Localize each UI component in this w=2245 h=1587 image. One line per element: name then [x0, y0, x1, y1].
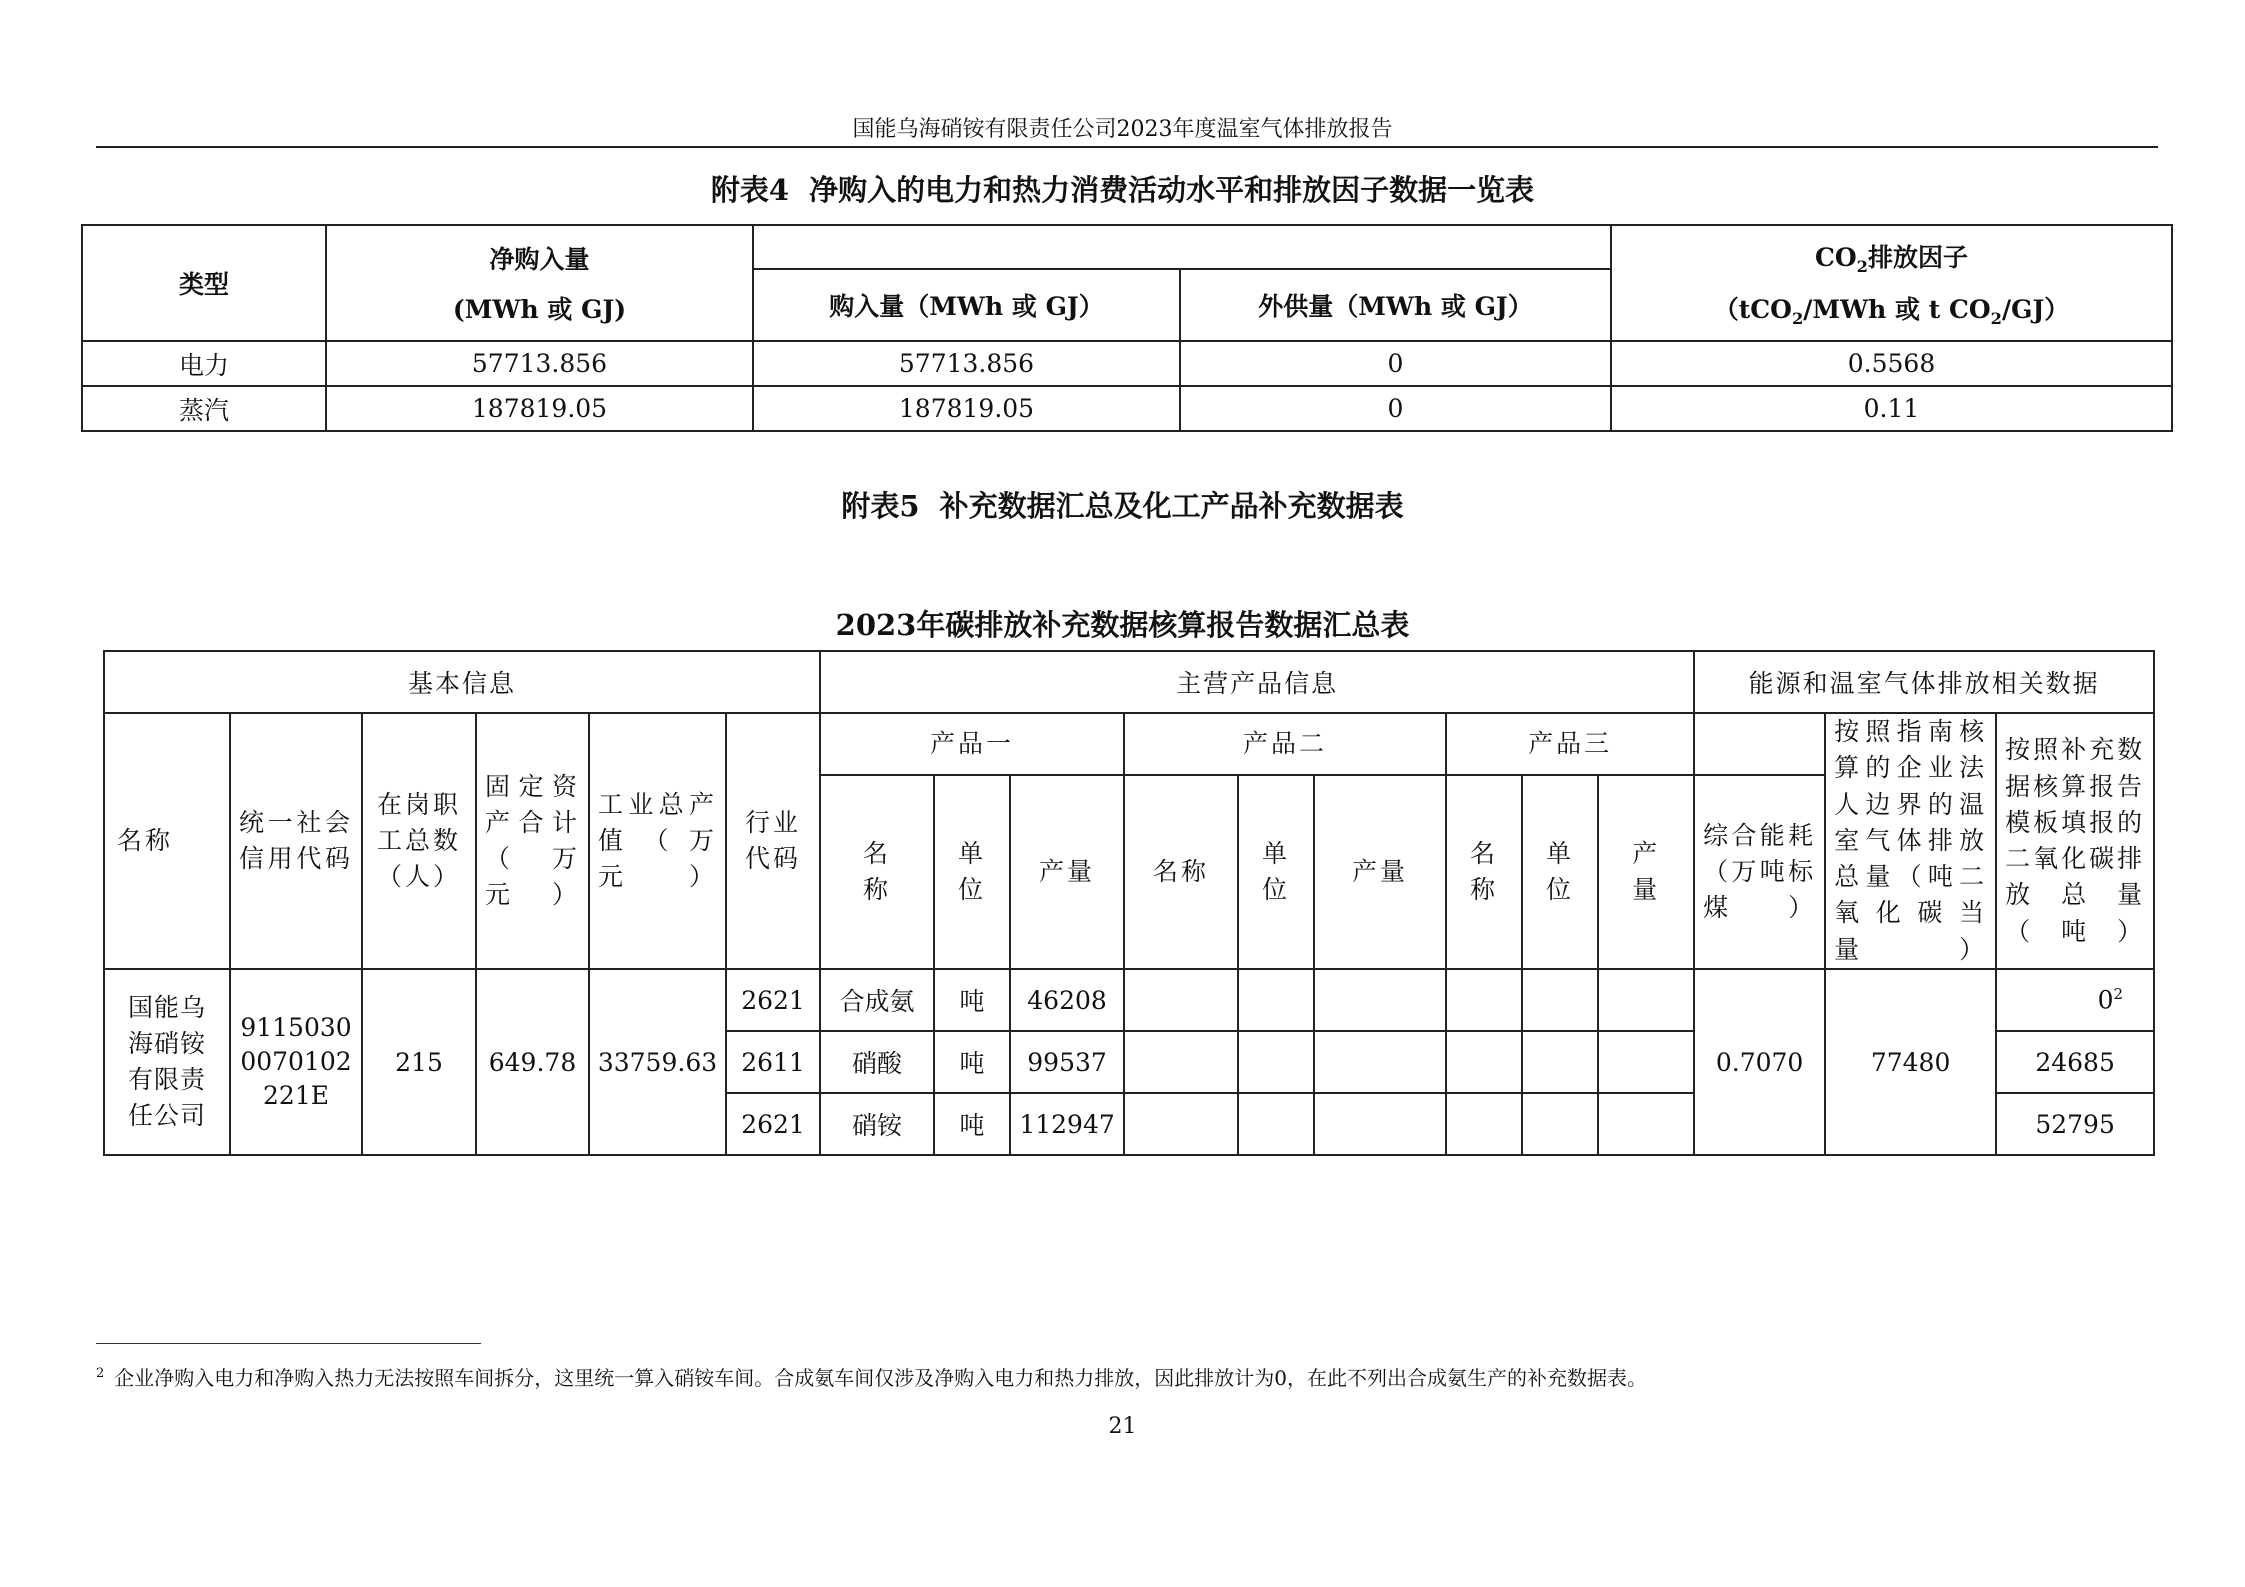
appendix5-subcaption: 2023年碳排放补充数据核算报告数据汇总表 — [835, 608, 1410, 642]
cell-purchase: 187819.05 — [753, 386, 1180, 431]
empty-cell — [1124, 1093, 1238, 1155]
cell-net: 187819.05 — [326, 386, 753, 431]
product-two-header: 产品二 — [1124, 713, 1446, 775]
cell-type: 蒸汽 — [82, 386, 326, 431]
empty-cell — [1522, 1093, 1598, 1155]
credit-code-cell: 9115030 0070102 221E — [230, 969, 362, 1155]
p3-unit-header: 单位 — [1522, 775, 1598, 969]
appendix4-caption: 附表4 净购入的电力和热力消费活动水平和排放因子数据一览表 — [710, 173, 1535, 207]
footnote-rule — [96, 1343, 481, 1344]
empty-cell — [1446, 1093, 1522, 1155]
col-supply-header: 外供量（MWh 或 GJ） — [1180, 269, 1611, 341]
empty-cell — [1238, 1031, 1314, 1093]
staff-cell: 215 — [362, 969, 476, 1155]
appendix5-caption: 附表5 补充数据汇总及化工产品补充数据表 — [841, 489, 1404, 523]
product-qty-cell: 46208 — [1010, 969, 1124, 1031]
p1-qty-header: 产量 — [1010, 775, 1124, 969]
footnote-text: 企业净购入电力和净购入热力无法按照车间拆分，这里统一算入硝铵车间。合成氨车间仅涉及净购入电力和热力排放，因此排放计为0，在此不列出合成氨生产的补充数据表。 — [114, 1366, 1648, 1390]
table-row — [104, 969, 2154, 1031]
industry-code-cell: 2621 — [726, 1093, 820, 1155]
cell-type: 电力 — [82, 341, 326, 386]
empty-cell — [1238, 969, 1314, 1031]
product-name-cell: 硝酸 — [820, 1031, 934, 1093]
footnote-mark: 2 — [96, 1366, 105, 1382]
p2-unit-header: 单位 — [1238, 775, 1314, 969]
p1-name-header: 名称 — [820, 775, 934, 969]
col-factor-header — [1611, 225, 2172, 341]
product-unit-cell: 吨 — [934, 1093, 1010, 1155]
empty-cell — [1314, 1031, 1446, 1093]
col-net-purchase-header — [326, 225, 753, 341]
col-template-total-header: 按照补充数据核算报告模板填报的二氧化碳排放总量（吨） — [1996, 713, 2154, 969]
product-qty-cell: 112947 — [1010, 1093, 1124, 1155]
industry-code-cell: 2611 — [726, 1031, 820, 1093]
template-total-cell: $0^2$ — [1996, 969, 2154, 1031]
page-header-title: 国能乌海硝铵有限责任公司2023年度温室气体排放报告 — [852, 117, 1393, 142]
cell-purchase: 57713.856 — [753, 341, 1180, 386]
empty-cell — [1598, 1093, 1694, 1155]
p3-qty-header: 产量 — [1598, 775, 1694, 969]
output-value-cell: 33759.63 — [589, 969, 726, 1155]
factor-unit: （tCO$_2$/MWh 或 t $CO_2/GJ$） — [1713, 295, 2070, 328]
net-purchase-label: 净购入量 — [489, 245, 590, 274]
product-unit-cell: 吨 — [934, 969, 1010, 1031]
col-energy-use-header: 综合能耗（万吨标煤） — [1694, 775, 1825, 969]
company-name-cell: 国能乌 海硝铵 有限责 任公司 — [104, 969, 230, 1155]
table-row — [82, 341, 2172, 386]
empty-cell — [1598, 1031, 1694, 1093]
col-guide-total-header: 按照指南核算的企业法人边界的温室气体排放总量（吨二氧化碳当量） — [1825, 713, 1996, 969]
factor-label: $CO_2$排放因子 — [1814, 243, 1968, 276]
p2-name-header: 名称 — [1124, 775, 1238, 969]
cell-net: 57713.856 — [326, 341, 753, 386]
empty-cell — [1238, 1093, 1314, 1155]
col-output-value-header: 工业总产值（万元） — [589, 713, 726, 969]
empty-cell — [1522, 969, 1598, 1031]
cell-factor: 0.11 — [1611, 386, 2172, 431]
header-blank — [753, 225, 1611, 269]
p3-name-header: 名称 — [1446, 775, 1522, 969]
product-unit-cell: 吨 — [934, 1031, 1010, 1093]
product-three-header: 产品三 — [1446, 713, 1694, 775]
empty-cell — [1446, 969, 1522, 1031]
table-row — [82, 386, 2172, 431]
p2-qty-header: 产量 — [1314, 775, 1446, 969]
template-total-cell: 52795 — [1996, 1093, 2154, 1155]
appendix5-table — [103, 650, 2155, 1156]
empty-cell — [1314, 1093, 1446, 1155]
col-fixed-assets-header: 固定资产合计（万元） — [476, 713, 589, 969]
net-purchase-unit: (MWh 或 GJ) — [452, 295, 627, 324]
guide-total-cell: 77480 — [1825, 969, 1996, 1155]
col-name-header: 名称 — [104, 713, 230, 969]
industry-code-cell: 2621 — [726, 969, 820, 1031]
template-total-cell: 24685 — [1996, 1031, 2154, 1093]
header-rule — [96, 146, 2158, 148]
group-energy-info: 能源和温室气体排放相关数据 — [1694, 651, 2154, 713]
col-purchase-header: 购入量（MWh 或 GJ） — [753, 269, 1180, 341]
energy-use-cell: 0.7070 — [1694, 969, 1825, 1155]
empty-cell — [1598, 969, 1694, 1031]
appendix4-table — [81, 224, 2173, 432]
empty-cell — [1446, 1031, 1522, 1093]
cell-factor: 0.5568 — [1611, 341, 2172, 386]
col-staff-header: 在岗职工总数（人） — [362, 713, 476, 969]
p1-unit-header: 单位 — [934, 775, 1010, 969]
empty-cell — [1314, 969, 1446, 1031]
energy-header-blank — [1694, 713, 1825, 775]
cell-supply: 0 — [1180, 386, 1611, 431]
footnote — [96, 1362, 1647, 1391]
col-industry-code-header: 行业代码 — [726, 713, 820, 969]
col-type-header: 类型 — [82, 225, 326, 341]
page-number: 21 — [1108, 1414, 1137, 1439]
footnote-ref: 2 — [2113, 985, 2124, 1004]
product-one-header: 产品一 — [820, 713, 1124, 775]
product-name-cell: 合成氨 — [820, 969, 934, 1031]
group-basic-info: 基本信息 — [104, 651, 820, 713]
empty-cell — [1522, 1031, 1598, 1093]
cell-supply: 0 — [1180, 341, 1611, 386]
empty-cell — [1124, 1031, 1238, 1093]
group-product-info: 主营产品信息 — [820, 651, 1694, 713]
product-qty-cell: 99537 — [1010, 1031, 1124, 1093]
fixed-assets-cell: 649.78 — [476, 969, 589, 1155]
col-credit-code-header: 统一社会信用代码 — [230, 713, 362, 969]
empty-cell — [1124, 969, 1238, 1031]
product-name-cell: 硝铵 — [820, 1093, 934, 1155]
